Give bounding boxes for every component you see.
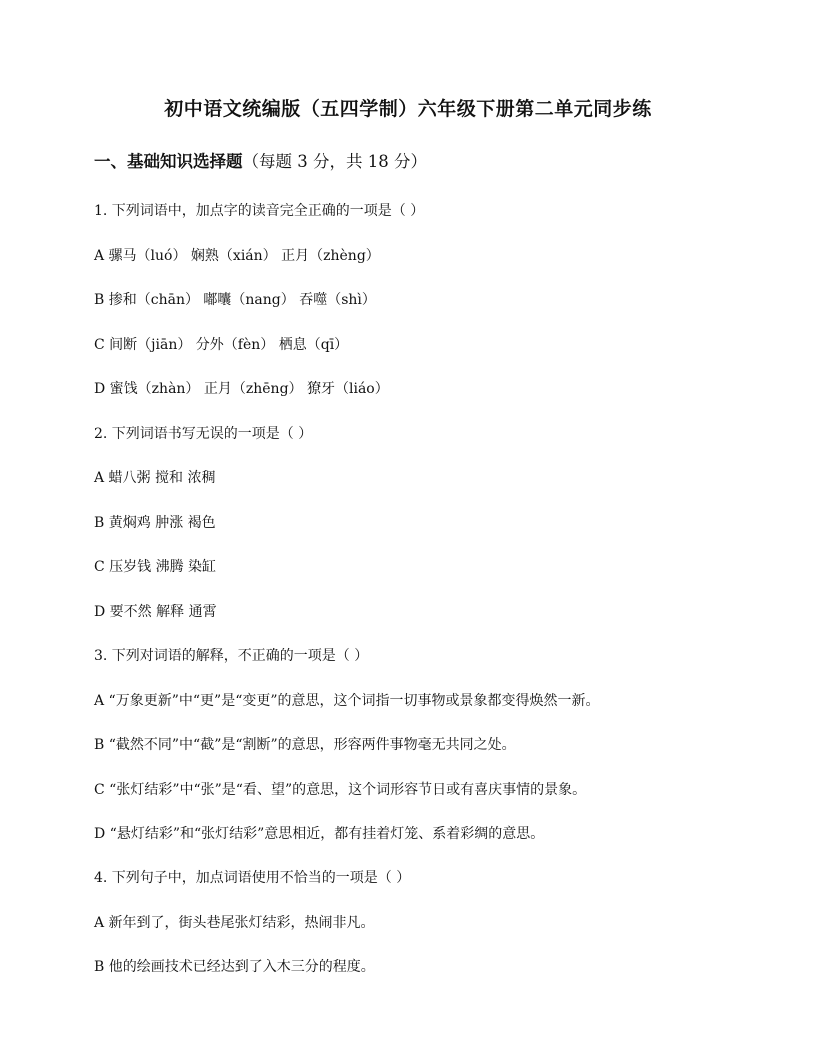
question-3-stem: 3. 下列对词语的解释，不正确的一项是（ ） xyxy=(94,648,369,664)
question-1-option-d: D 蜜饯（zhàn） 正月（zhēng） 獠牙（liáo） xyxy=(94,381,389,397)
question-4-stem: 4. 下列句子中，加点词语使用不恰当的一项是（ ） xyxy=(94,870,411,886)
question-1-stem: 1. 下列词语中，加点字的读音完全正确的一项是（ ） xyxy=(94,203,425,219)
question-3-option-b: B “截然不同”中“截”是“割断”的意思，形容两件事物毫无共同之处。 xyxy=(94,737,516,753)
question-3-option-c: C “张灯结彩”中“张”是“看、望”的意思，这个词形容节日或有喜庆事情的景象。 xyxy=(94,782,587,798)
question-2-option-d: D 要不然 解释 通霄 xyxy=(94,604,217,620)
section-score-note: （每题 3 分，共 18 分） xyxy=(242,152,427,171)
document-title: 初中语文统编版（五四学制）六年级下册第二单元同步练 xyxy=(164,98,652,120)
question-1-option-b: B 掺和（chān） 嘟囔（nang） 吞噬（shì） xyxy=(94,292,376,308)
question-3-option-d: D “悬灯结彩”和“张灯结彩”意思相近，都有挂着灯笼、系着彩绸的意思。 xyxy=(94,826,545,842)
question-1-option-a: A 骡马（luó） 娴熟（xián） 正月（zhèng） xyxy=(94,248,380,264)
section-heading xyxy=(94,148,427,172)
question-2-option-b: B 黄焖鸡 肿涨 褐色 xyxy=(94,515,216,531)
question-3-option-a: A “万象更新”中“更”是“变更”的意思，这个词指一切事物或景象都变得焕然一新。 xyxy=(94,693,600,709)
question-1-option-c: C 间断（jiān） 分外（fèn） 栖息（qī） xyxy=(94,337,349,353)
section-title: 一、基础知识选择题 xyxy=(94,152,243,171)
question-2-stem: 2. 下列词语书写无误的一项是（ ） xyxy=(94,426,313,442)
question-4-option-a: A 新年到了，街头巷尾张灯结彩，热闹非凡。 xyxy=(94,915,375,931)
question-4-option-b: B 他的绘画技术已经达到了入木三分的程度。 xyxy=(94,959,375,975)
question-2-option-a: A 蜡八粥 搅和 浓稠 xyxy=(94,470,216,486)
question-2-option-c: C 压岁钱 沸腾 染缸 xyxy=(94,559,217,575)
